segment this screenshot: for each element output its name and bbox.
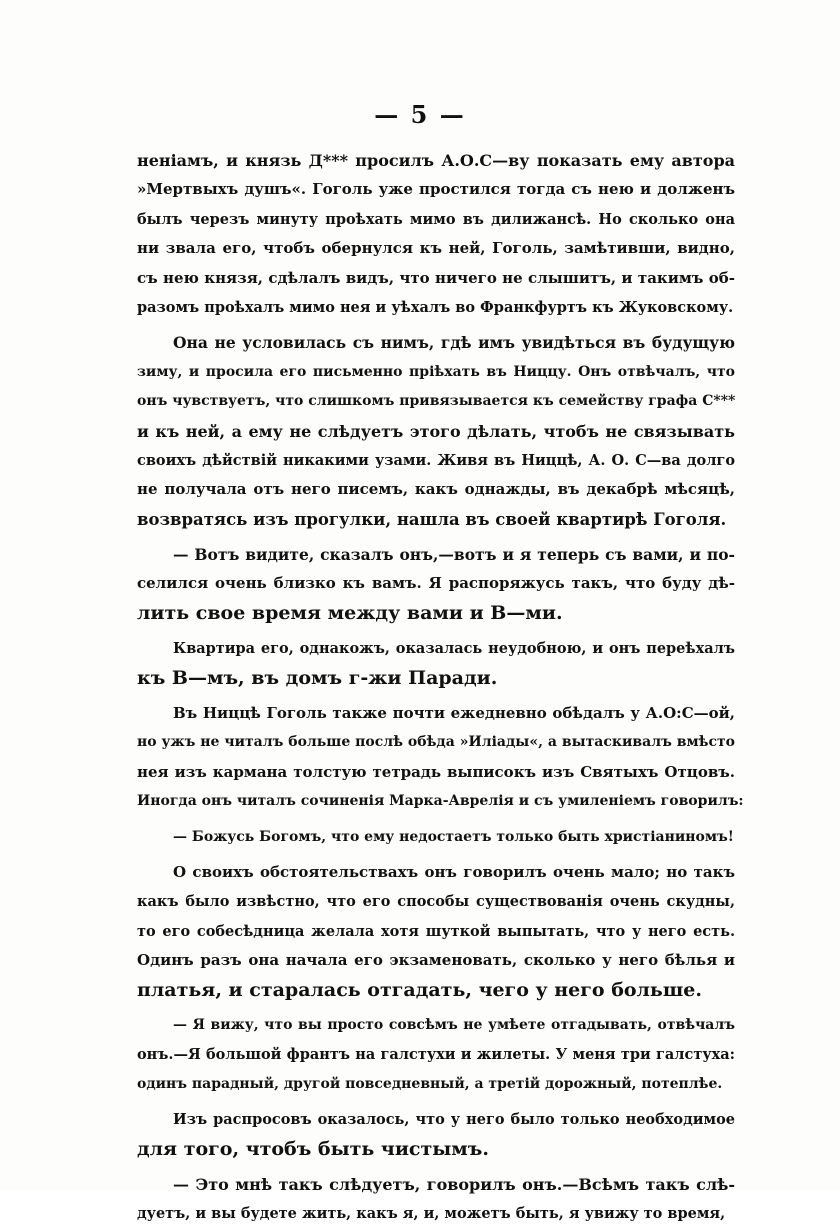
paragraph [137, 699, 744, 817]
text-line: одинъ парадный, другой повседневный, а третiй дорожный, потеплѣе. [137, 1075, 723, 1092]
text-line: нея изъ кармана толстую тетрадь выписокъ изъ Святыхъ Отцовъ. [137, 762, 735, 781]
paragraph [137, 1105, 735, 1164]
paragraph [137, 1170, 735, 1229]
text-line: разомъ проѣхалъ мимо нея и уѣхалъ во Франкфуртъ къ Жуковскому. [137, 298, 734, 316]
text-line: платья, и старалась отгадать, чего у него больше. [137, 978, 702, 1001]
page-number: — 5 — [374, 100, 466, 129]
paragraph [137, 634, 735, 693]
text-line: возвратясь изъ прогулки, нашла въ своей квартирѣ Гоголя. [137, 509, 727, 529]
paragraph [137, 1011, 735, 1099]
text-line: для того, чтобъ быть чистымъ. [137, 1137, 490, 1160]
text-line: какъ было извѣстно, что его способы существованiя очень скудны, [137, 893, 735, 911]
text-line: не получала отъ него писемъ, какъ однажды, въ декабрѣ мѣсяцѣ, [137, 480, 735, 499]
text-line: — Это мнѣ такъ слѣдуетъ, говорилъ онъ.—Всѣмъ такъ слѣ- [173, 1174, 735, 1194]
paragraph [137, 823, 735, 852]
text-line: Одинъ разъ она начала его экзаменовать, сколько у него бѣлья и [137, 951, 735, 970]
text-line: зиму, и просила его письменно прiѣхать въ Ниццу. Онъ отвѣчалъ, что [137, 363, 735, 380]
paragraph [137, 146, 735, 322]
text-line: ни звала его, чтобъ обернулся къ ней, Гоголь, замѣтивши, видно, [137, 239, 735, 258]
paragraph [137, 328, 735, 534]
text-line: дуетъ, и вы будете жить, какъ я, и, можетъ быть, я увижу то время, [137, 1205, 726, 1223]
text-line: но ужъ не читалъ больше послѣ обѣда »Илiады«, а вытаскивалъ вмѣсто [137, 734, 735, 751]
text-line: ненiамъ, и князь Д*** просилъ А.О.С—ву показать ему автора [137, 151, 735, 170]
text-line: съ нею князя, сдѣлалъ видъ, что ничего не слышитъ, и такимъ об- [137, 268, 735, 287]
text-line: Квартира его, однакожъ, оказалась неудобною, и онъ переѣхалъ [173, 640, 735, 658]
paragraph [137, 858, 735, 1005]
text-line: О своихъ обстоятельствахъ онъ говорилъ очень мало; но такъ [173, 862, 735, 881]
text-line: то его собесѣдница желала хотя шуткой выпытать, что у него есть. [137, 922, 735, 940]
text-line: своихъ дѣйствiй никакими узами. Живя въ Ниццѣ, А. О. С—ва долго [137, 451, 735, 469]
text-line: къ В—мъ, въ домъ г-жи Паради. [137, 666, 498, 689]
text-line: лить свое время между вами и В—ми. [137, 601, 563, 624]
text-line: Она не условилась съ нимъ, гдѣ имъ увидѣться въ будущую [173, 333, 735, 353]
text-line: былъ черезъ минуту проѣхать мимо въ дилижансѣ. Но сколько она [137, 210, 735, 228]
text-line: онъ чувствуетъ, что слишкомъ привязывается къ семейству графа С*** [137, 393, 736, 410]
text-line: селился очень близко къ вамъ. Я распоряжусь такъ, что буду дѣ- [137, 574, 735, 593]
text-line: онъ.—Я большой франтъ на галстухи и жилеты. У меня три галстуха: [137, 1046, 735, 1064]
text-line: — Вотъ видите, сказалъ онъ,—вотъ и я теперь съ вами, и по- [173, 545, 735, 565]
text-line: — Божусь Богомъ, что ему недостаетъ только быть христiаниномъ! [173, 828, 734, 845]
text-line: — Я вижу, что вы просто совсѣмъ не умѣете отгадывать, отвѣчалъ [173, 1016, 735, 1033]
text-line: »Мертвыхъ душъ«. Гоголь уже простился тогда съ нею и долженъ [137, 180, 735, 199]
text-line: и къ ней, а ему не слѣдуетъ этого дѣлать, чтобъ не связывать [137, 421, 735, 441]
paragraph [137, 540, 735, 628]
text-line: Въ Ниццѣ Гоголь также почти ежедневно обѣдалъ у А.О:С—ой, [173, 704, 735, 723]
text-line: Изъ распросовъ оказалось, что у него было только необходимое [173, 1111, 735, 1129]
body-text [137, 146, 744, 1229]
text-line: Иногда онъ читалъ сочиненiя Марка-Аврелiя и съ умиленiемъ говорилъ: [137, 793, 744, 810]
